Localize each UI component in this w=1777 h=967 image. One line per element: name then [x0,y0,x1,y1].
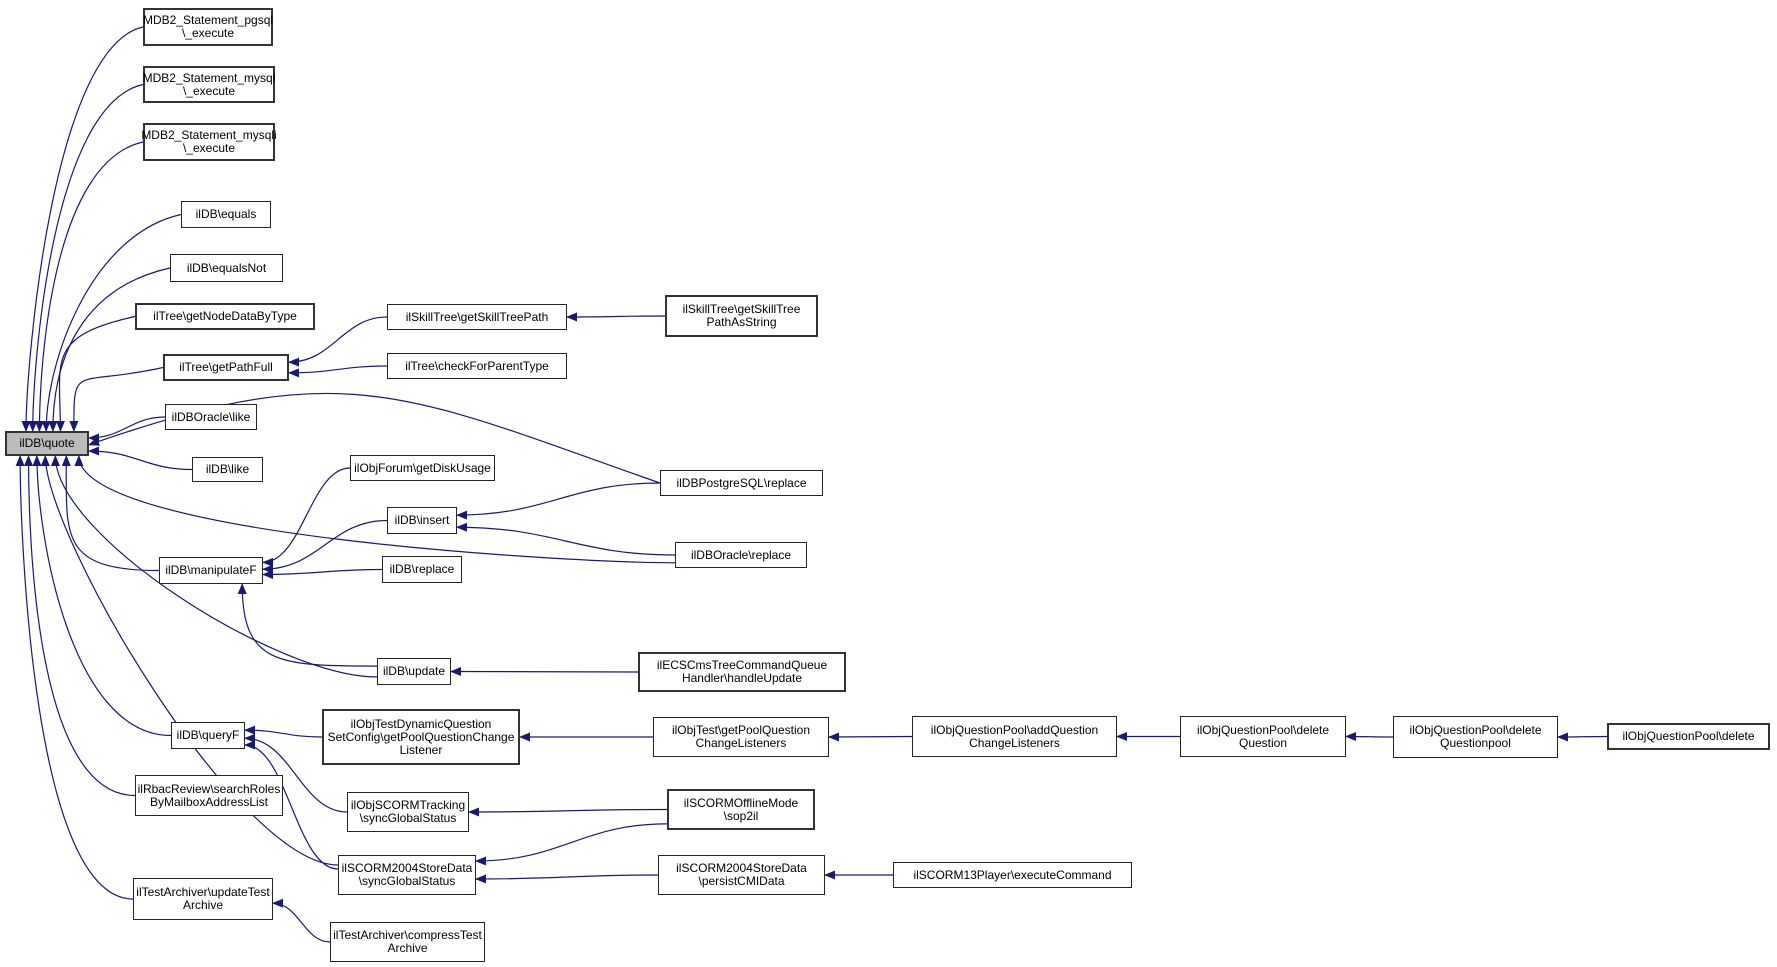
graph-node-label: PathAsString [706,315,777,329]
graph-node-persistCMI[interactable] [658,855,825,895]
graph-node-label: ilObjQuestionPool\delete [1196,722,1330,737]
graph-node-label: ilObjForum\getDiskUsage [354,460,491,475]
graph-node-searchRoles[interactable] [135,775,283,816]
graph-node-checkForParentType[interactable] [387,353,567,379]
graph-node-label: ilDB\equals [195,207,257,221]
graph-node-label: Listener [399,742,443,757]
graph-node-like[interactable] [192,457,263,482]
graph-node-manipulateF[interactable] [159,557,263,584]
graph-node-executeCommand[interactable] [893,862,1132,888]
graph-node-label: \_execute [182,83,236,98]
graph-node-label: Questionpool [1440,736,1511,750]
graph-node-label: \persistCMIData [698,874,785,888]
graph-node-label: ByMailboxAddressList [149,794,269,809]
graph-node-label: ChangeListeners [969,735,1060,750]
graph-edge-queryF-to-quote [37,456,171,736]
graph-node-getDiskUsage[interactable] [350,455,495,481]
graph-edge-deleteQuestionpool-to-deleteQuestion [1346,737,1393,738]
graph-node-label: \syncGlobalStatus [358,874,456,888]
graph-node-label: Handler\handleUpdate [681,671,803,685]
graph-node-label: ilDBPostgreSQL\replace [676,475,807,490]
graph-node-getPoolQCL[interactable] [653,717,829,757]
graph-node-sop2il[interactable] [667,789,815,830]
graph-node-label: ChangeListeners [695,736,787,750]
graph-node-getSkillTreePath[interactable] [387,304,567,330]
graph-node-objTestDynamic[interactable] [322,709,520,765]
graph-edge-like-to-quote [89,451,192,470]
graph-node-label: ilTree\checkForParentType [405,358,549,373]
graph-node-label: ilSCORM2004StoreData [676,861,807,875]
graph-edge-skillPathAsString-to-getSkillTreePath [567,316,665,317]
graph-edge-updateTestArchive-to-quote [20,456,133,899]
graph-node-label: ilSCORM2004StoreData [341,861,473,875]
graph-edge-compressTest-to-updateTestArchive [273,903,330,942]
graph-node-getNodeDataByType[interactable] [135,303,315,330]
graph-node-insert[interactable] [387,507,457,534]
graph-node-oracleLike[interactable] [165,404,257,430]
graph-node-oracleReplace[interactable] [675,542,807,568]
graph-edge-getNodeDataByType-to-quote [59,317,135,432]
graph-node-label: ilDB\queryF [176,728,240,742]
graph-node-label: ilTestArchiver\updateTest [136,885,270,899]
graph-edge-manipulateF-to-quote [66,456,159,571]
graph-node-mdb2_mysqli[interactable] [143,123,275,161]
graph-node-label: ilDBOracle\replace [690,547,792,562]
graph-node-label: ilDB\manipulateF [165,563,257,577]
graph-node-label: Archive [387,941,428,955]
graph-edge-searchRoles-to-quote [29,456,135,796]
graph-edge-replace-to-manipulateF [263,570,382,575]
graph-node-label: \sop2il [723,808,759,823]
graph-edge-delete-to-deleteQuestionpool [1558,737,1607,738]
graph-node-label: ilTree\getNodeDataByType [153,309,297,323]
graph-node-label: \_execute [182,141,236,155]
graph-edge-insert-to-manipulateF [263,521,387,570]
graph-edge-objTestDynamic-to-queryF [245,730,322,737]
graph-node-update[interactable] [377,658,451,685]
graph-node-getPathFull[interactable] [163,354,289,381]
graph-node-label: ilDBOracle\like [171,409,251,424]
graph-node-scormTracking[interactable] [347,792,469,832]
graph-edge-addQCL-to-getPoolQCL [829,737,912,738]
graph-node-queryF[interactable] [171,722,245,749]
graph-node-label: ilObjTest\getPoolQuestion [671,723,811,737]
graph-edge-mdb2_pgsql-to-quote [26,27,143,431]
graph-node-addQCL[interactable] [912,716,1117,757]
graph-node-quote [5,431,89,456]
graph-edge-checkForParentType-to-getPathFull [289,366,387,373]
graph-node-label: ilDB\insert [394,513,450,527]
graph-node-label: ilDB\replace [389,562,455,576]
graph-node-label: ilRbacReview\searchRoles [137,781,281,796]
graph-node-label: ilSCORM13Player\executeCommand [913,867,1112,882]
graph-node-deleteQuestion[interactable] [1180,716,1346,757]
graph-edge-pgReplace-to-insert [457,483,660,515]
graph-node-label: ilObjQuestionPool\delete [1622,729,1755,743]
graph-edge-persistCMI-to-scorm2004sync [476,875,658,879]
graph-node-label: ilSkillTree\getSkillTreePath [405,309,549,324]
graph-node-label: ilDB\like [205,462,250,476]
graph-node-label: ilTestArchiver\compressTest [333,928,482,942]
graph-edge-equalsNot-to-quote [53,268,170,431]
graph-node-label: MDB2_Statement_pgsql [142,13,274,27]
graph-edge-handleUpdate-to-update [451,672,638,673]
graph-node-label: \syncGlobalStatus [359,811,457,825]
graph-node-label: ilSkillTree\getSkillTree [682,302,801,316]
graph-node-label: ilDB\quote [19,436,75,450]
graph-node-equals[interactable] [181,201,271,228]
graph-edge-sop2il-to-scormTracking [469,810,667,813]
graph-node-deleteQuestionpool[interactable] [1393,716,1558,758]
graph-node-replace[interactable] [382,556,462,583]
graph-edge-sop2il-to-scorm2004sync [476,824,667,861]
graph-node-label: ilSCORMOfflineMode [683,795,799,810]
graph-node-updateTestArchive[interactable] [133,878,273,920]
graph-node-delete[interactable] [1607,723,1770,750]
graph-node-label: ilObjTestDynamicQuestion [350,716,492,731]
graph-node-equalsNot[interactable] [170,254,283,282]
graph-edge-getPathFull-to-quote [74,368,163,432]
graph-edge-oracleLike-to-quote [89,417,165,438]
graph-node-label: MDB2_Statement_mysqli [141,128,277,142]
graph-edge-getDiskUsage-to-manipulateF [263,468,350,562]
graph-node-label: ilDB\equalsNot [186,260,267,275]
graph-node-compressTest[interactable] [330,922,485,962]
graph-node-scorm2004sync[interactable] [338,855,476,895]
graph-node-label: SetConfig\getPoolQuestionChange [327,729,515,744]
graph-node-label: ilObjQuestionPool\addQuestion [930,722,1099,737]
graph-node-label: ilObjQuestionPool\delete [1409,723,1542,737]
graph-node-handleUpdate[interactable] [638,652,846,692]
graph-node-skillPathAsString[interactable] [665,295,818,337]
graph-node-label: ilTree\getPathFull [179,360,273,374]
graph-node-mdb2_pgsql[interactable] [143,8,273,46]
graph-edge-mdb2_mysqli-to-quote [39,142,143,431]
graph-node-label: \_execute [181,26,235,40]
graph-node-mdb2_mysql[interactable] [143,66,275,103]
graph-edge-oracleReplace-to-insert [457,527,675,555]
graph-node-label: ilDB\update [382,664,446,678]
graph-node-label: Archive [182,898,223,912]
graph-edge-update-to-manipulateF [242,584,377,666]
graph-node-label: MDB2_Statement_mysql [142,70,276,85]
graph-node-pgReplace[interactable] [660,470,823,496]
graph-node-label: Question [1238,735,1288,750]
graph-node-label: ilObjSCORMTracking [350,798,466,812]
graph-node-label: ilECSCmsTreeCommandQueue [656,658,828,672]
